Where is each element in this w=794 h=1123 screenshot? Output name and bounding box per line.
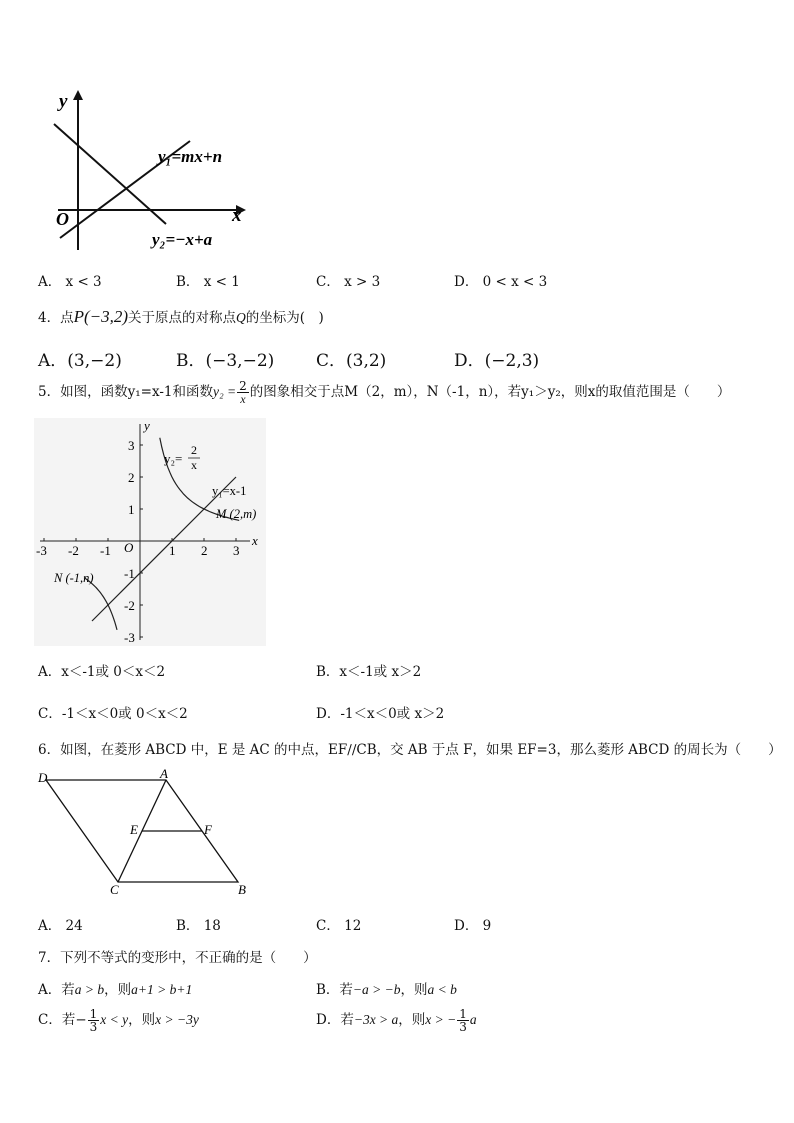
label-d: D xyxy=(38,770,48,785)
q7-stem: 7．下列不等式的变形中，不正确的是（ ） xyxy=(38,950,317,966)
q7-option-a[interactable]: A．若a > b，则a+1 > b+1 xyxy=(38,982,193,998)
q5-stem-fraction: $\frac{2}{x}$ xyxy=(239,379,247,406)
q5-option-c[interactable]: C．-1＜x＜0或 0＜x＜2 xyxy=(38,706,188,722)
q3-option-a[interactable]: A． x < 3 xyxy=(38,274,102,290)
label-b: B xyxy=(238,882,246,897)
q4-option-c[interactable]: C．(3,2) xyxy=(316,351,387,371)
label-c: C xyxy=(110,882,119,897)
q6-option-d[interactable]: D． 9 xyxy=(454,918,492,934)
q6-figure xyxy=(34,766,260,898)
fig5-y-tick-label: -2 xyxy=(124,598,135,613)
fig3-origin: O xyxy=(56,209,69,229)
fig3-line2-label: y₂=−x+a xyxy=(152,230,213,249)
q6-option-c[interactable]: C． 12 xyxy=(316,918,362,934)
fig5-x-tick-label: 2 xyxy=(201,543,208,558)
q5-option-a[interactable]: A．x＜-1或 0＜x＜2 xyxy=(38,664,166,680)
fig3-line1-label: y₁=mx+n xyxy=(158,147,223,166)
fig5-x-tick-label: -3 xyxy=(36,543,47,558)
q5-option-b[interactable]: B．x＜-1或 x＞2 xyxy=(316,664,422,680)
fig3-y-arrow xyxy=(73,90,83,100)
fig5-y-tick-label: -1 xyxy=(124,566,135,581)
label-f: F xyxy=(204,822,212,837)
fig5-y-tick-label: 1 xyxy=(128,502,135,517)
q6-stem: 6．如图，在菱形 ABCD 中，E 是 AC 的中点，EF∕∕CB，交 AB 于点 F，如果 EF=3，那么菱形 ABCD 的周长为（ ） xyxy=(38,742,782,758)
fig5-y2-frac-num: 2 xyxy=(191,443,197,457)
fig3-x-label: x xyxy=(232,205,242,226)
q4-stem: 4．点P(−3,2)关于原点的对称点Q的坐标为( ) xyxy=(38,307,324,326)
fig5-y2-frac-den: x xyxy=(191,458,197,472)
q7-option-c[interactable]: C．若− $\frac{1}{3}$ x < y，则x > −3y xyxy=(38,1007,199,1034)
fig5-x-tick-label: -2 xyxy=(68,543,79,558)
fig5-y1-label: y₁=x-1 xyxy=(212,484,247,498)
q7-d-fraction: $\frac{1}{3}$ xyxy=(459,1007,467,1034)
fig5-origin: O xyxy=(124,540,134,555)
q5-option-d[interactable]: D．-1＜x＜0或 x＞2 xyxy=(316,706,445,722)
q4-option-d[interactable]: D．(−2,3) xyxy=(454,351,540,371)
label-e: E xyxy=(130,822,138,837)
fig5-y2-label: y₂= xyxy=(164,451,183,466)
fig5-y-tick-label: 2 xyxy=(128,470,135,485)
q3-option-d[interactable]: D． 0 < x < 3 xyxy=(454,274,548,290)
q7-option-b[interactable]: B．若−a > −b，则a < b xyxy=(316,982,457,998)
fig5-x-tick-label: -1 xyxy=(100,543,111,558)
fig5-y-label: y xyxy=(144,418,150,433)
q5-figure xyxy=(34,418,266,646)
q3-figure xyxy=(40,85,260,255)
q3-option-b[interactable]: B． x < 1 xyxy=(176,274,240,290)
q3-option-c[interactable]: C． x > 3 xyxy=(316,274,381,290)
fig3-y-label: y xyxy=(59,91,68,112)
q6-option-b[interactable]: B． 18 xyxy=(176,918,221,934)
q6-option-a[interactable]: A． 24 xyxy=(38,918,83,934)
fig5-y-tick-label: -3 xyxy=(124,630,135,645)
q5-stem: 5．如图，函数y₁=x-1和函数y₂ = $\frac{2}{x}$ 的图象相交于点M（2，m），N（-1，n），若y₁＞y₂，则x的取值范围是（ ） xyxy=(38,379,731,406)
label-a: A xyxy=(160,766,168,781)
q7-c-fraction: $\frac{1}{3}$ xyxy=(89,1007,98,1034)
fig5-x-tick-label: 1 xyxy=(169,543,176,558)
q7-option-d[interactable]: D．若−3x > a，则x > − $\frac{1}{3}$ a xyxy=(316,1007,477,1034)
fig5-y-tick-label: 3 xyxy=(128,438,135,453)
fig5-x-label: x xyxy=(252,533,258,548)
q4-option-b[interactable]: B．(−3,−2) xyxy=(176,351,275,371)
fig5-n-label: N (-1,n) xyxy=(54,571,94,585)
fig5-m-label: M (2,m) xyxy=(216,507,257,521)
q4-option-a[interactable]: A．(3,−2) xyxy=(38,351,122,371)
fig5-x-tick-label: 3 xyxy=(233,543,240,558)
